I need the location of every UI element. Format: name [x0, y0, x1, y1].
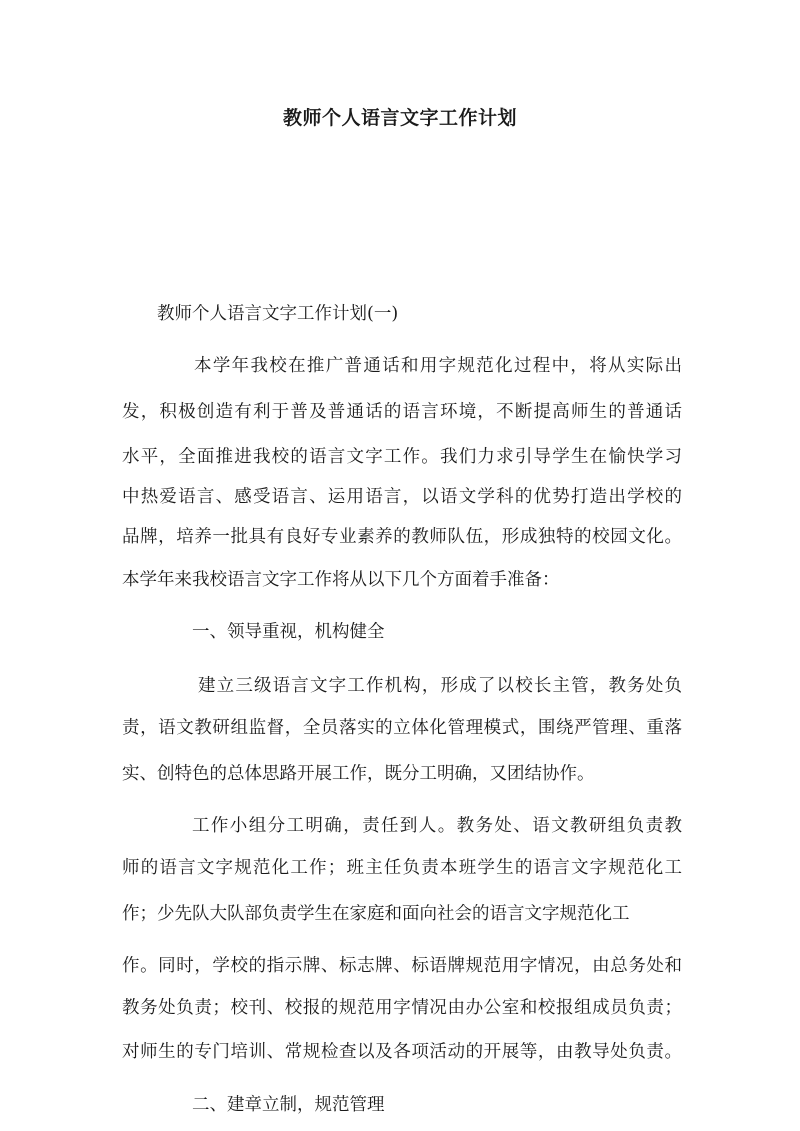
paragraph-line: 对师生的专门培训、常规检查以及各项活动的开展等，由教导处负责。 — [122, 1042, 682, 1062]
paragraph-line: 发，积极创造有利于普及普通话的语言环境，不断提高师生的普通话 — [122, 402, 682, 422]
paragraph-line: 作；少先队大队部负责学生在家庭和面向社会的语言文字规范化工 — [122, 904, 630, 924]
section-heading: 二、建章立制，规范管理 — [192, 1095, 385, 1115]
section-heading: 一、领导重视，机构健全 — [192, 622, 385, 642]
paragraph-line: 水平，全面推进我校的语言文字工作。我们力求引导学生在愉快学习 — [122, 447, 682, 467]
paragraph-line: 品牌，培养一批具有良好专业素养的教师队伍，形成独特的校园文化。 — [122, 527, 682, 547]
paragraph-line: 作。同时，学校的指示牌、标志牌、标语牌规范用字情况，由总务处和 — [122, 956, 682, 976]
paragraph-line: 教务处负责；校刊、校报的规范用字情况由办公室和校报组成员负责； — [122, 998, 682, 1018]
section-title: 教师个人语言文字工作计划(一) — [157, 304, 399, 324]
paragraph-line: 师的语言文字规范化工作；班主任负责本班学生的语言文字规范化工 — [122, 858, 682, 878]
paragraph-line: 工作小组分工明确，责任到人。教务处、语文教研组负责教 — [192, 816, 682, 836]
paragraph-line: 中热爱语言、感受语言、运用语言，以语文学科的优势打造出学校的 — [122, 487, 682, 507]
document-title: 教师个人语言文字工作计划 — [282, 107, 517, 129]
paragraph-line: 实、创特色的总体思路开展工作，既分工明确，又团结协作。 — [122, 764, 595, 784]
paragraph-line: 本学年来我校语言文字工作将从以下几个方面着手准备： — [122, 570, 560, 590]
paragraph-line: 建立三级语言文字工作机构，形成了以校长主管，教务处负 — [198, 676, 682, 696]
paragraph-line: 本学年我校在推广普通话和用字规范化过程中，将从实际出 — [194, 356, 682, 376]
paragraph-line: 责，语文教研组监督，全员落实的立体化管理模式，围绕严管理、重落 — [122, 718, 682, 738]
